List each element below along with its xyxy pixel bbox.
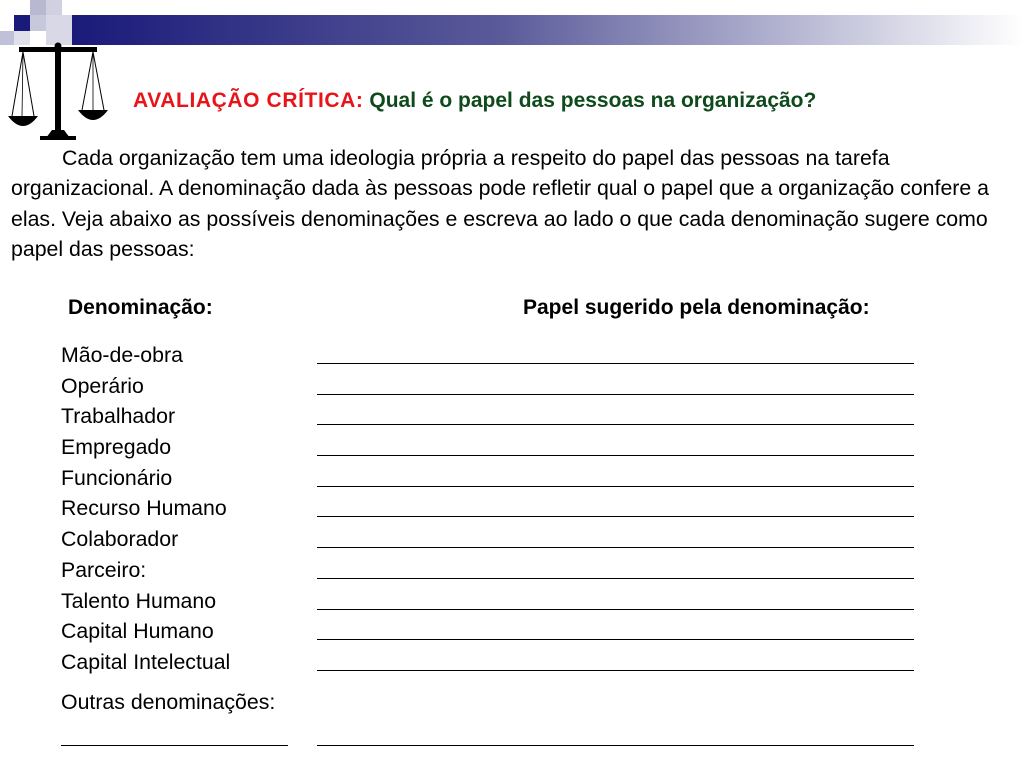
answer-blank-line (317, 609, 914, 610)
answer-blank-line (317, 547, 914, 548)
answer-blank-line (317, 424, 914, 425)
term-label: Empregado (61, 435, 172, 460)
term-row (61, 432, 230, 463)
term-label: Trabalhador (61, 404, 176, 429)
title-prefix: AVALIAÇÃO CRÍTICA: (133, 89, 364, 112)
term-row (61, 647, 230, 678)
term-label: Capital Intelectual (61, 649, 231, 674)
term-label: Parceiro: (61, 557, 147, 582)
term-row (61, 586, 230, 617)
term-label: Operário (61, 373, 144, 398)
header-decoration (0, 0, 1024, 60)
term-row (61, 340, 230, 371)
term-row (61, 493, 230, 524)
term-row (61, 555, 230, 586)
answer-blank-line (317, 578, 914, 579)
term-row (61, 401, 230, 432)
answer-blank-line (317, 670, 914, 671)
term-label: Capital Humano (61, 619, 214, 644)
answer-blank-line (317, 639, 914, 640)
other-role-blank-line (317, 745, 914, 746)
answer-blank-line (317, 363, 914, 364)
answer-blank-line (317, 516, 914, 517)
other-term-blank-line (61, 745, 288, 746)
term-row (61, 371, 230, 402)
scale-of-justice-icon (6, 38, 110, 142)
slide-title (133, 89, 816, 113)
term-row (61, 616, 230, 647)
title-question: Qual é o papel das pessoas na organização? (369, 89, 817, 112)
term-label: Recurso Humano (61, 496, 227, 521)
term-list (61, 340, 230, 678)
intro-paragraph: Cada organização tem uma ideologia própria a respeito do papel das pessoas na tarefa organizacional. A denominação dada às pessoas pode refletir qual o papel que a organização confere a elas. Veja abaixo as possíveis denominações e escreva ao lado o que cada denominação sugere como papel das pessoas: (11, 146, 989, 261)
answer-blank-line (317, 455, 914, 456)
other-denominations-label: Outras denominações: (61, 690, 276, 714)
term-label: Colaborador (61, 527, 179, 552)
answer-blank-line (317, 486, 914, 487)
column-header-denominacao: Denominação: (68, 296, 213, 319)
column-header-papel: Papel sugerido pela denominação: (523, 296, 870, 319)
term-label: Talento Humano (61, 588, 217, 613)
term-row (61, 524, 230, 555)
answer-blank-line (317, 394, 914, 395)
term-row (61, 463, 230, 494)
term-label: Funcionário (61, 465, 173, 490)
term-label: Mão-de-obra (61, 343, 183, 367)
